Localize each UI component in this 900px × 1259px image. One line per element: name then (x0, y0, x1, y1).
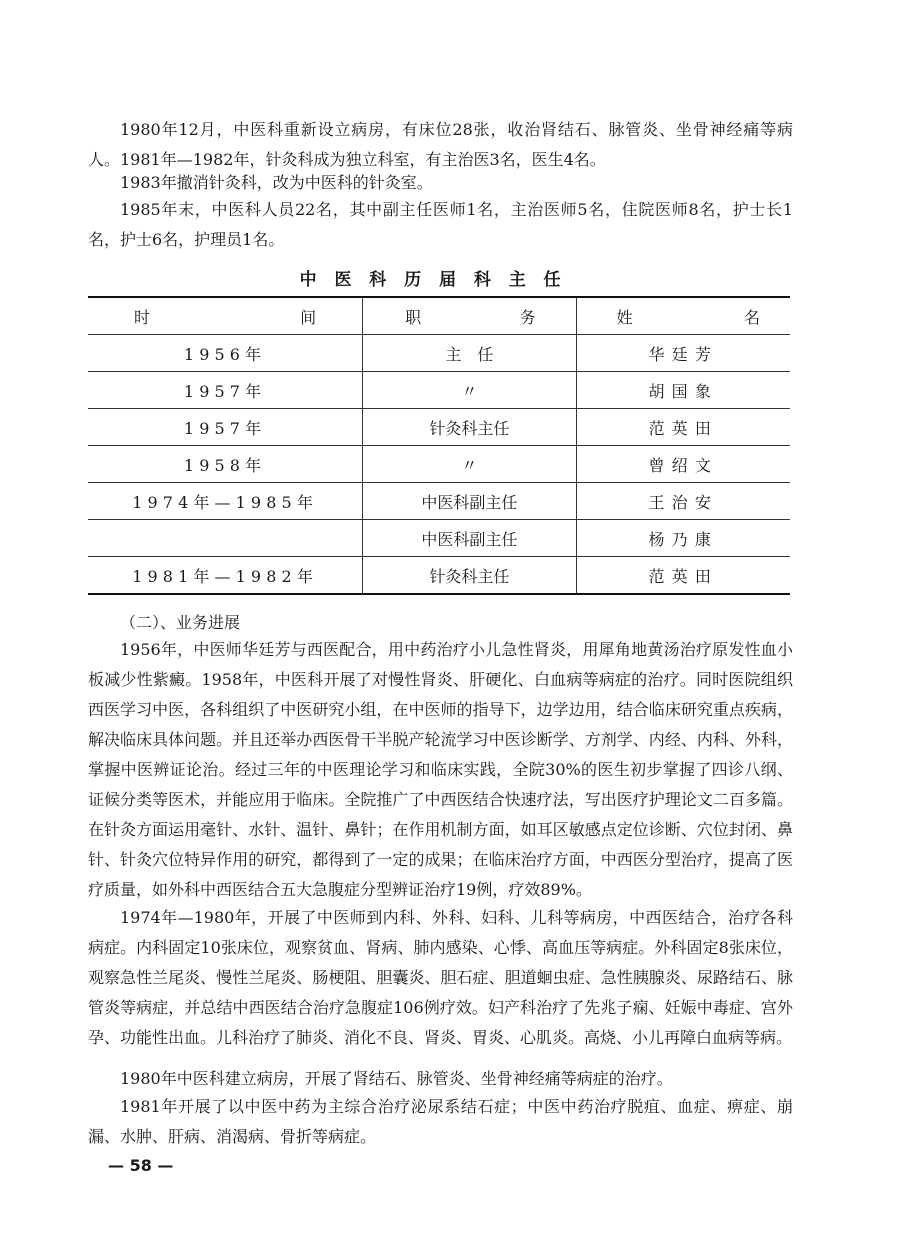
cell-time: 1981年—1982年 (88, 557, 363, 595)
table-row (88, 520, 790, 557)
table-title: 中医科历届科主任 (299, 270, 579, 290)
cell-name: 范英田 (576, 409, 790, 446)
cell-position: 中医科副主任 (363, 520, 576, 557)
cell-name: 王治安 (576, 483, 790, 520)
cell-position: 〃 (363, 446, 576, 483)
paragraph-1983-acupuncture: 1983年撤消针灸科，改为中医科的针灸室。 (120, 173, 433, 192)
paragraph-1985-staff: 1985年末，中医科人员22名，其中副主任医师1名，主治医师5名，住院医师8名，护士长1名，护士6名，护理员1名。 (88, 200, 793, 249)
cell-name: 华廷芳 (576, 335, 790, 372)
cell-time: 1957年 (88, 409, 363, 446)
directors-table (88, 296, 790, 595)
paragraph-1956-progress: 1956年，中医师华廷芳与西医配合，用中药治疗小儿急性肾炎，用犀角地黄汤治疗原发性血小板减少性紫癜。1958年，中医科开展了对慢性肾炎、肝硬化、白血病等病症的治疗。同时医院组织西医学习中医，各科组织了中医研究小组，在中医师的指导下，边学边用，结合临床研究重点疾病，解决临床具体问题。并且还举办西医骨干半脱产轮流学习中医诊断学、方剂学、内经、内科、外科，掌握中医辨证论治。经过三年的中医理论学习和临床实践，全院30%的医生初步掌握了四诊八纲、证候分类等医术，并能应用于临床。全院推广了中西医结合快速疗法，写出医疗护理论文二百多篇。在针灸方面运用毫针、水针、温针、鼻针；在作用机制方面，如耳区敏感点定位诊断、穴位封闭、鼻针、针灸穴位特异作用的研究，都得到了一定的成果；在临床治疗方面，中西医分型治疗，提高了医疗质量，如外科中西医结合五大急腹症分型辨证治疗19例，疗效89%。 (88, 640, 793, 899)
table-row (88, 557, 790, 595)
cell-time: 1974年—1985年 (88, 483, 363, 520)
header-time: 时 间 (88, 297, 363, 335)
table-row (88, 446, 790, 483)
section-heading: （二）、业务进展 (120, 613, 241, 632)
cell-position: 中医科副主任 (363, 483, 576, 520)
cell-position: 针灸科主任 (363, 409, 576, 446)
cell-time: 1956年 (88, 335, 363, 372)
header-name: 姓 名 (576, 297, 790, 335)
table-row (88, 409, 790, 446)
table-row (88, 335, 790, 372)
cell-name: 范英田 (576, 557, 790, 595)
page-number: — 58 — (108, 1156, 174, 1175)
cell-name: 杨乃康 (576, 520, 790, 557)
cell-position: 主 任 (363, 335, 576, 372)
table-row (88, 372, 790, 409)
table-header-row (88, 297, 790, 335)
cell-time: 1957年 (88, 372, 363, 409)
paragraph-1980-ward: 1980年12月，中医科重新设立病房，有床位28张，收治肾结石、脉管炎、坐骨神经痛等病人。1981年—1982年，针灸科成为独立科室，有主治医3名，医生4名。 (88, 120, 793, 169)
paragraph-1980-ward-established: 1980年中医科建立病房，开展了肾结石、脉管炎、坐骨神经痛等病症的治疗。 (120, 1069, 673, 1088)
cell-time (88, 520, 363, 557)
cell-name: 曾绍文 (576, 446, 790, 483)
header-position: 职 务 (363, 297, 576, 335)
table-row (88, 483, 790, 520)
cell-name: 胡国象 (576, 372, 790, 409)
paragraph-1981-treatment: 1981年开展了以中医中药为主综合治疗泌尿系结石症；中医中药治疗脱疽、血症、痹症、崩漏、水肿、肝病、消渴病、骨折等病症。 (88, 1097, 793, 1146)
cell-time: 1958年 (88, 446, 363, 483)
cell-position: 〃 (363, 372, 576, 409)
paragraph-1974-1980: 1974年—1980年，开展了中医师到内科、外科、妇科、儿科等病房，中西医结合，治疗各科病症。内科固定10张床位，观察贫血、肾病、肺内感染、心悸、高血压等病症。外科固定8张床位，观察急性兰尾炎、慢性兰尾炎、肠梗阻、胆囊炎、胆石症、胆道蛔虫症、急性胰腺炎、尿路结石、脉管炎等病症，并总结中西医结合治疗急腹症106例疗效。妇产科治疗了先兆子痫、妊娠中毒症、宫外孕、功能性出血。儿科治疗了肺炎、消化不良、肾炎、胃炎、心肌炎。高烧、小儿再障白血病等病。 (88, 908, 793, 1047)
cell-position: 针灸科主任 (363, 557, 576, 595)
